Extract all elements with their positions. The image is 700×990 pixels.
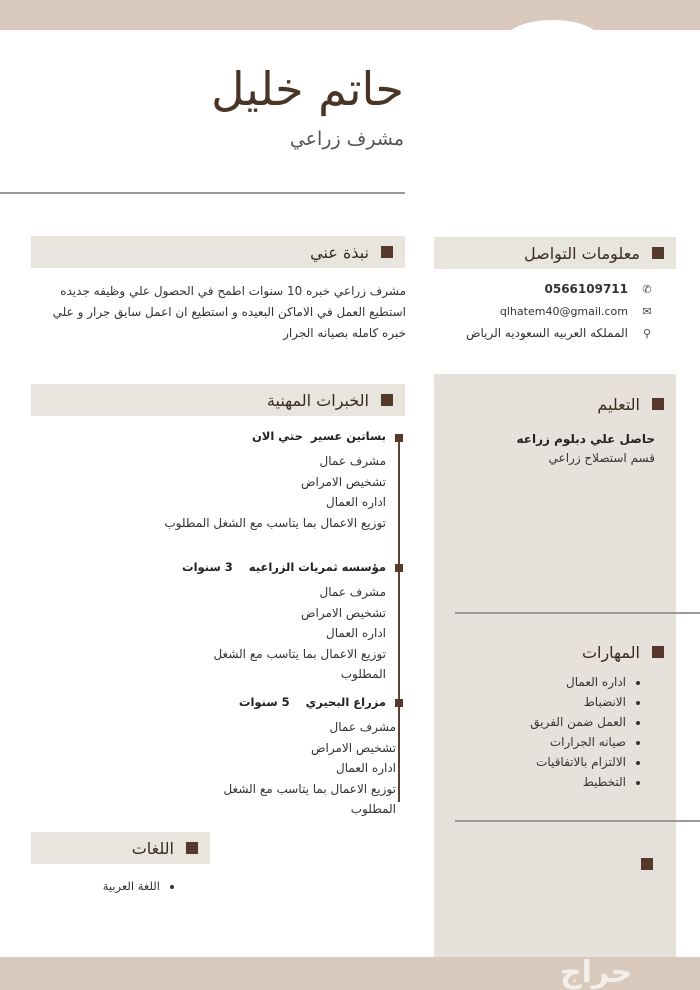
top-curve	[505, 20, 600, 60]
entry-title: مؤسسه ثمريات الزراعيه 3 سنوات	[182, 560, 386, 574]
divider	[455, 612, 700, 614]
education-heading: التعليم	[597, 394, 640, 414]
experience-entry	[182, 560, 386, 685]
degree: حاصل علي دبلوم زراعه	[516, 432, 655, 446]
contact-heading: معلومات التواصل	[523, 243, 640, 263]
square-bullet-icon	[652, 247, 664, 259]
skill-item: • اداره العمال	[434, 672, 626, 692]
square-bullet-icon	[381, 394, 393, 406]
department: قسم استصلاح زراعي	[548, 451, 655, 465]
timeline-marker-icon	[395, 564, 403, 572]
skill-item: • صيانه الجرارات	[434, 732, 626, 752]
entry-title: بساتين عسير حتي الان	[251, 429, 386, 443]
languages-list	[31, 876, 210, 896]
entry-item: توزيع الاعمال بما يتاسب مع الشغل المطلوب	[213, 646, 386, 681]
entry-item: مشرف عمال	[319, 585, 386, 599]
header-divider	[0, 192, 405, 194]
phone: 0566109711	[544, 282, 628, 296]
location-pin-icon: ⚲	[642, 326, 652, 340]
languages-header	[31, 832, 210, 864]
about-header	[31, 236, 405, 268]
entry-item: تشخيص الامراض	[301, 474, 386, 489]
entry-item: توزيع الاعمال بما يتاسب مع الشغل المطلوب	[164, 515, 386, 530]
email[interactable]: qlhatem40@gmail.com	[499, 304, 628, 318]
skill-item: • الانضباط	[434, 692, 626, 712]
contact-list	[434, 278, 654, 344]
experience-entry	[211, 695, 396, 820]
experience-header	[31, 384, 405, 416]
about-heading: نبذة عني	[310, 242, 369, 262]
skills-heading: المهارات	[581, 642, 640, 662]
square-bullet-icon	[652, 646, 664, 658]
entry-item: اداره العمال	[336, 761, 396, 775]
education-details	[455, 430, 655, 468]
entry-item: اداره العمال	[326, 495, 386, 509]
timeline-line	[398, 436, 400, 802]
full-name: حاتم خليل	[211, 62, 404, 116]
watermark-logo: حراج	[560, 955, 633, 990]
entry-item: تشخيص الامراض	[301, 605, 386, 620]
experience-heading: الخبرات المهنية	[266, 390, 369, 410]
skill-item: • الالتزام بالاتفاقيات	[434, 752, 626, 772]
language-item: • اللغة العربية	[31, 876, 160, 896]
timeline-marker-icon	[395, 434, 403, 442]
skills-header	[434, 636, 676, 668]
about-text: مشرف زراعي خبره 10 سنوات اطمح في الحصول علي وظيفه جديده استطيع العمل في الاماكن البعيده و استطيع ان اعمل سايق جرار و علي خبره كامله بصيانه الجرار	[52, 284, 406, 340]
languages-heading: اللغات	[131, 838, 174, 858]
address: المملكه العربيه السعوديه الرياض	[465, 326, 628, 340]
entry-item: مشرف عمال	[319, 454, 386, 468]
job-title: مشرف زراعي	[289, 128, 404, 150]
square-bullet-icon	[652, 398, 664, 410]
email-icon: ✉	[642, 304, 652, 318]
experience-entry	[164, 429, 386, 533]
entry-item: توزيع الاعمال بما يتاسب مع الشغل المطلوب	[223, 781, 396, 816]
skill-item: • التخطيط	[434, 772, 626, 792]
square-bullet-icon	[186, 842, 198, 854]
contact-header	[434, 237, 676, 269]
square-bullet-icon	[381, 246, 393, 258]
square-bullet-icon	[641, 858, 653, 870]
entry-title: مزراع البحيري 5 سنوات	[238, 695, 386, 709]
skills-list	[434, 672, 676, 792]
timeline-marker-icon	[395, 699, 403, 707]
phone-icon: ✆	[642, 282, 652, 296]
divider	[455, 820, 700, 822]
entry-item: اداره العمال	[326, 626, 386, 640]
education-header	[434, 388, 676, 420]
entry-item: تشخيص الامراض	[311, 740, 396, 755]
entry-item: مشرف عمال	[329, 720, 396, 734]
top-band	[0, 0, 700, 30]
skill-item: • العمل ضمن الفريق	[434, 712, 626, 732]
